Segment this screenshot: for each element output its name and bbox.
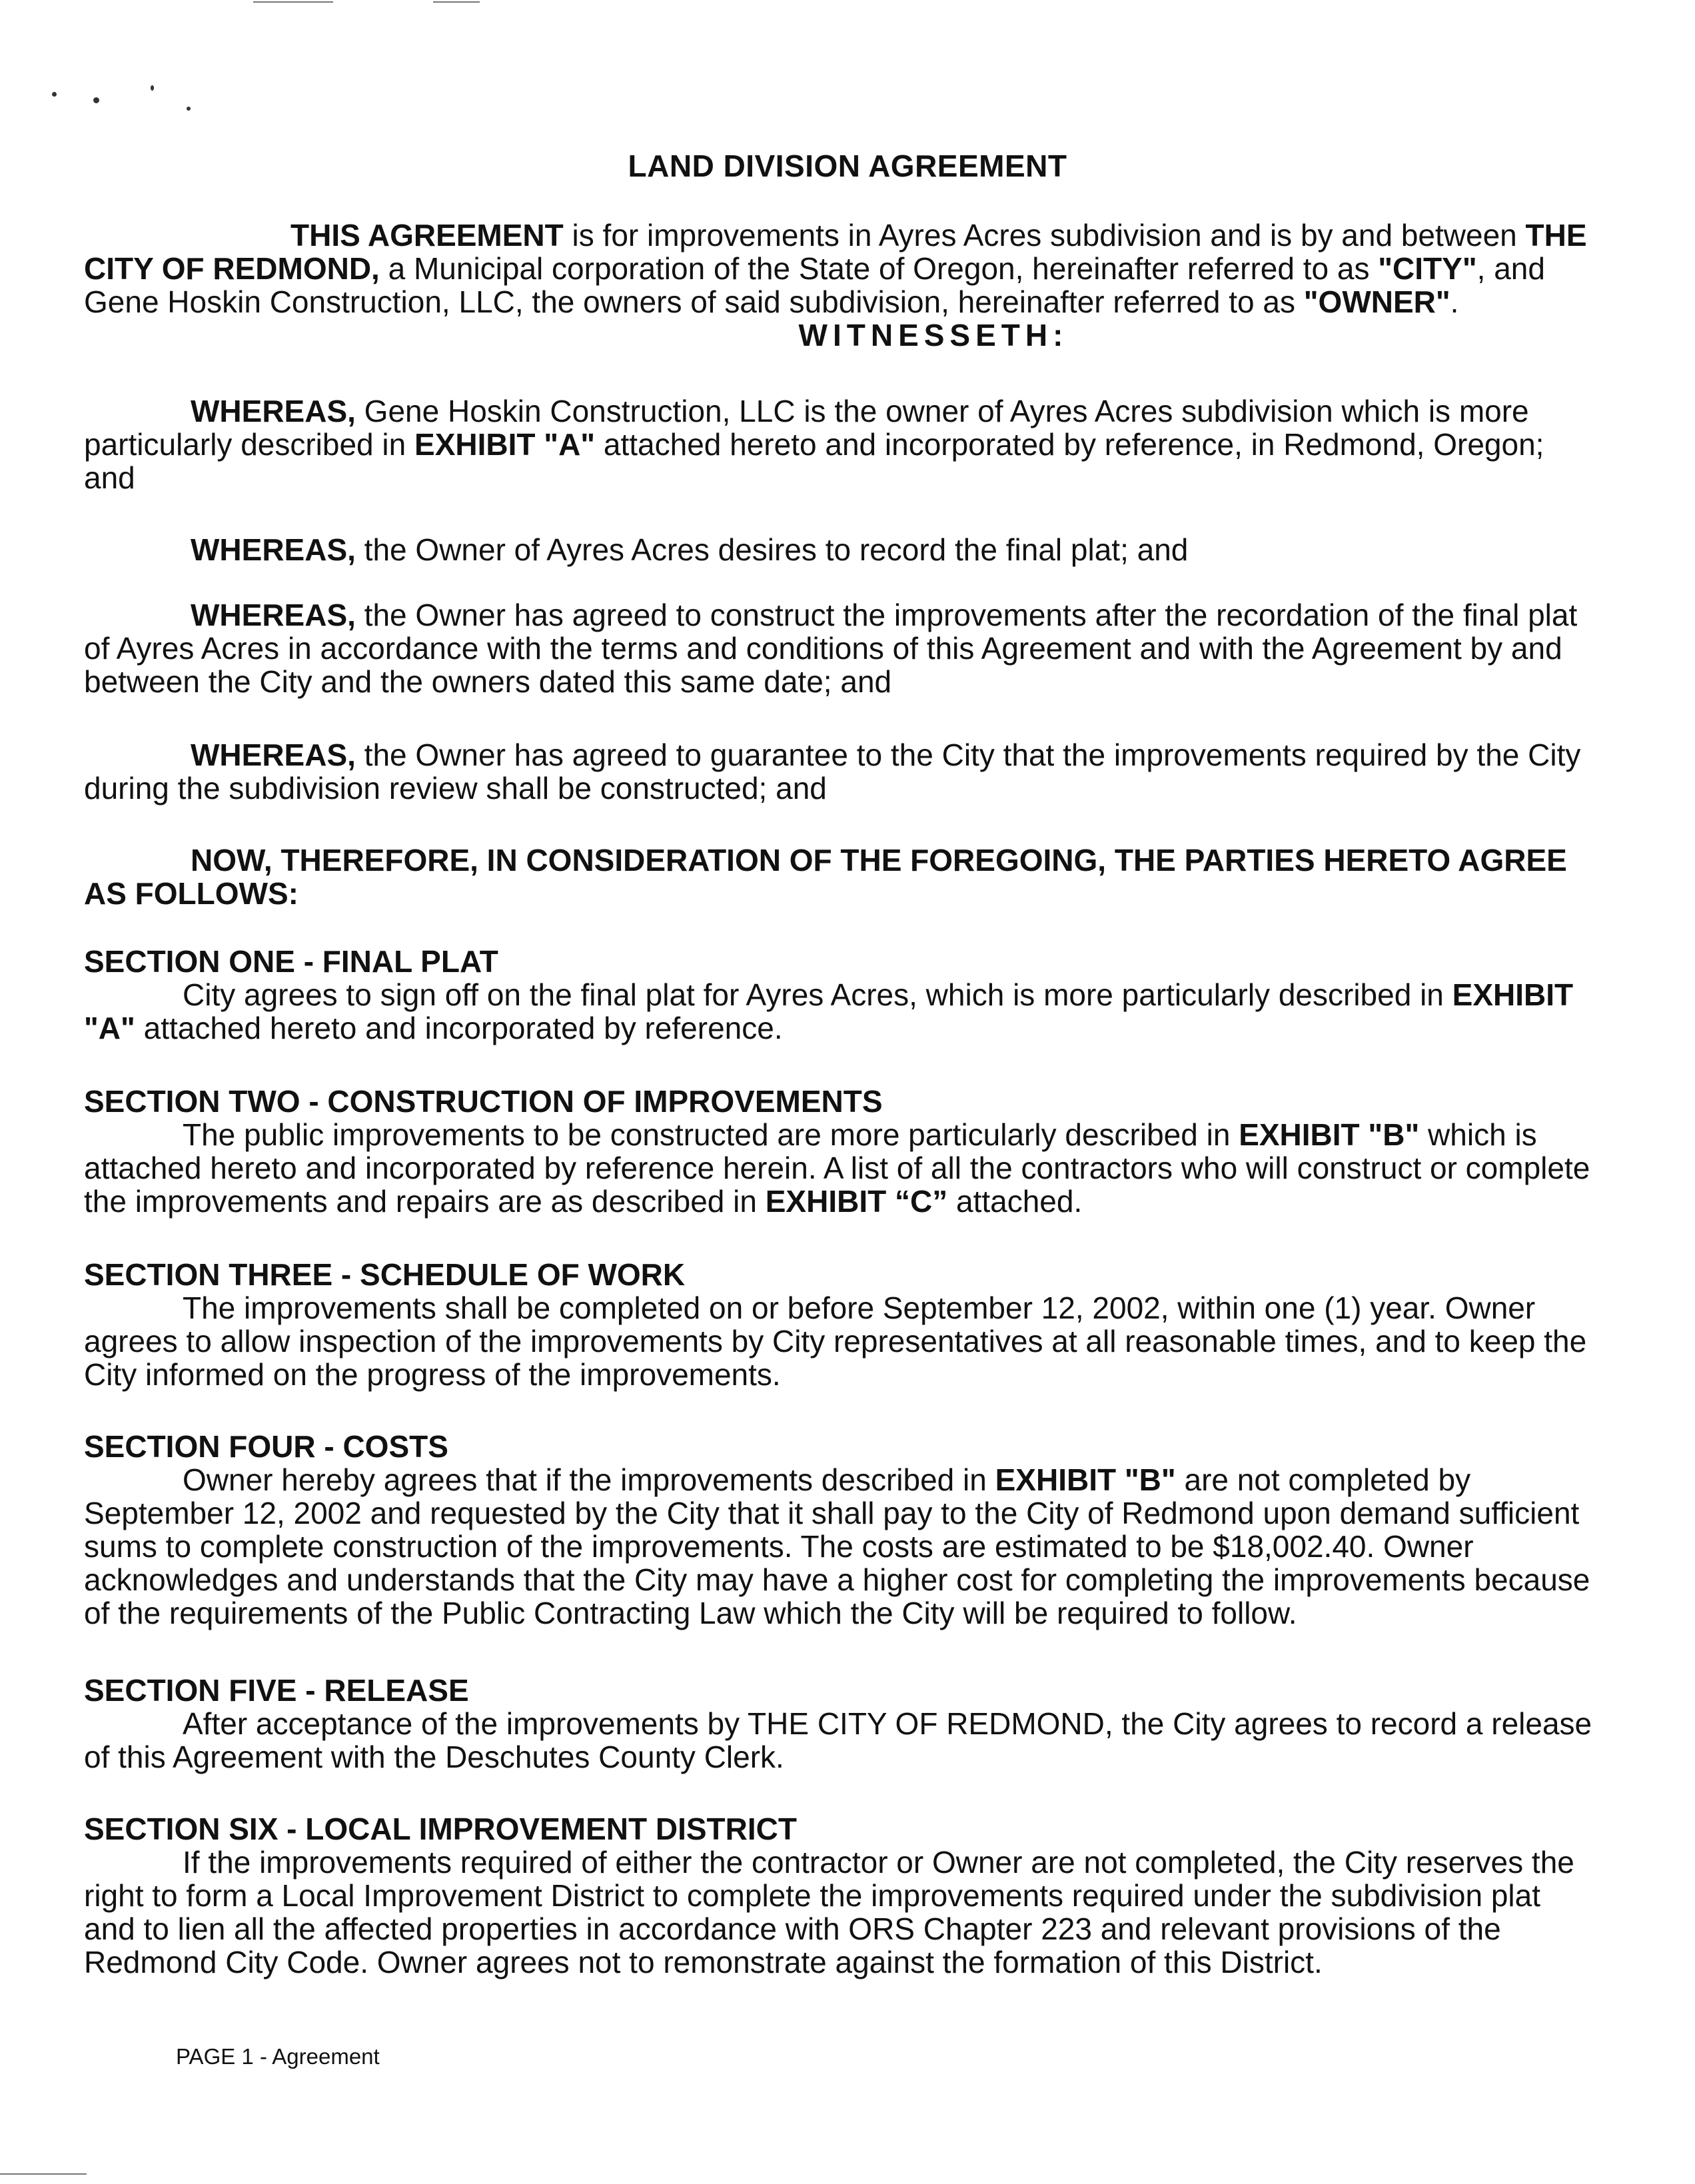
document-title: LAND DIVISION AGREEMENT [628,149,1067,183]
whereas-paragraph-1: WHEREAS, Gene Hoskin Construction, LLC is the owner of Ayres Acres subdivision which is more particularly described in EXHIBIT "A" attached hereto and incorporated by reference, in Redmond, Oregon; and [84,394,1544,495]
exhibit-b-ref: EXHIBIT "B" [995,1462,1176,1497]
section-three: SECTION THREE - SCHEDULE OF WORK The improvements shall be completed on or before September 12, 2002, within one (1) year. Owner agrees to allow inspection of the improvements by City representatives at all reasonable times, and to keep the City informed on the progress of the improvements. [84,1258,1596,1391]
section-three-heading: SECTION THREE - SCHEDULE OF WORK [84,1257,686,1292]
section-five: SECTION FIVE - RELEASE After acceptance of the improvements by THE CITY OF REDMOND, the City agrees to record a release of this Agreement with the Deschutes County Clerk. [84,1674,1596,1774]
section-five-heading: SECTION FIVE - RELEASE [84,1673,469,1708]
city-ref: "CITY" [1378,251,1477,286]
whereas-paragraph-4: WHEREAS, the Owner has agreed to guarantee to the City that the improvements required by the City during the subdivision review shall be constructed; and [84,738,1581,806]
section-two-heading: SECTION TWO - CONSTRUCTION OF IMPROVEMENTS [84,1084,883,1119]
exhibit-b-ref: EXHIBIT "B" [1239,1117,1420,1152]
now-therefore-paragraph: NOW, THEREFORE, IN CONSIDERATION OF THE FOREGOING, THE PARTIES HERETO AGREE AS FOLLOWS: [84,843,1567,911]
scan-speck [187,107,191,111]
intro-paragraph: THIS AGREEMENT is for improvements in Ayres Acres subdivision and is by and between THE CITY OF REDMOND, a Municipal corporation of the State of Oregon, hereinafter referred to as "CITY", and Gene Hoskin Construction, LLC, the owners of said subdivision, hereinafter referred to as "OWNER". WITNESSETH: [84,219,1596,352]
section-one-heading: SECTION ONE - FINAL PLAT [84,944,498,979]
section-six-heading: SECTION SIX - LOCAL IMPROVEMENT DISTRICT [84,1812,797,1846]
owner-ref: "OWNER" [1303,284,1450,319]
scan-edge-line [433,1,480,3]
scan-speck [151,85,154,91]
section-one: SECTION ONE - FINAL PLAT City agrees to sign off on the final plat for Ayres Acres, which is more particularly described in EXHIBIT "A" attached hereto and incorporated by reference. [84,945,1596,1045]
witnesseth-heading: WITNESSETH: [798,318,1069,352]
scan-speck [52,92,57,97]
whereas-paragraph-2: WHEREAS, the Owner of Ayres Acres desires to record the final plat; and [191,532,1189,567]
whereas-paragraph-3: WHEREAS, the Owner has agreed to construct the improvements after the recordation of the final plat of Ayres Acres in accordance with the terms and conditions of this Agreement and with the Agreement by and between the City and the owners dated this same date; and [84,598,1578,699]
exhibit-a-ref: EXHIBIT "A" [84,977,1574,1045]
city-label: THE CITY OF REDMOND, [84,218,1587,286]
exhibit-a-ref: EXHIBIT "A" [414,427,596,462]
section-two: SECTION TWO - CONSTRUCTION OF IMPROVEMENTS The public improvements to be constructed are more particularly described in EXHIBIT "B" which is attached hereto and incorporated by reference herein. A list of all the contractors who will construct or complete the improvements and repairs are as described in EXHIBIT “C” attached. [84,1085,1596,1218]
section-four-heading: SECTION FOUR - COSTS [84,1429,448,1464]
section-six: SECTION SIX - LOCAL IMPROVEMENT DISTRICT If the improvements required of either the contractor or Owner are not completed, the City reserves the right to form a Local Improvement District to complete the improvements required under the subdivision plat and to lien all the affected properties in accordance with ORS Chapter 223 and relevant provisions of the Redmond City Code. Owner agrees not to remonstrate against the formation of this District. [84,1812,1596,1979]
section-four: SECTION FOUR - COSTS Owner hereby agrees that if the improvements described in EXHIBIT "B" are not completed by September 12, 2002 and requested by the City that it shall pay to the City of Redmond upon demand sufficient sums to complete construction of the improvements. The costs are estimated to be $18,002.40. Owner acknowledges and understands that the City may have a higher cost for completing the improvements because of the requirements of the Public Contracting Law which the City will be required to follow. [84,1430,1596,1630]
page-footer: PAGE 1 - Agreement [176,2044,380,2069]
agreement-label: THIS AGREEMENT [290,218,564,253]
scan-edge-line [253,1,333,3]
scan-edge-line [0,2173,87,2175]
exhibit-c-ref: EXHIBIT “C” [765,1184,948,1219]
scan-speck [93,97,99,103]
